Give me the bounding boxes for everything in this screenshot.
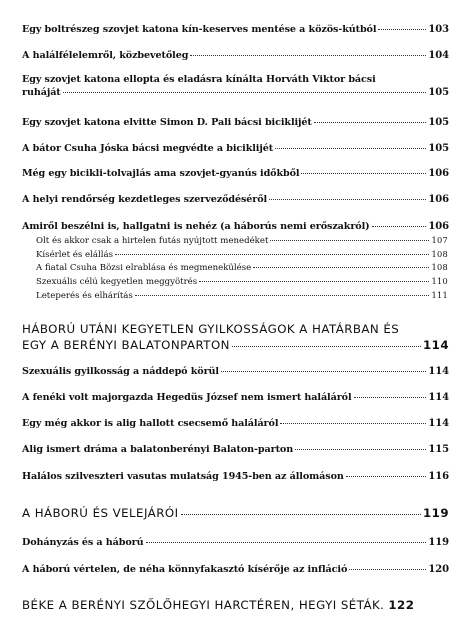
page-number: 108 bbox=[431, 249, 448, 259]
toc-subentry[interactable] bbox=[36, 276, 448, 287]
toc-entry[interactable] bbox=[22, 418, 449, 429]
page-number: 122 bbox=[388, 598, 415, 612]
toc-entry[interactable] bbox=[22, 143, 449, 154]
page-number: 114 bbox=[428, 392, 449, 403]
entry-title-line1: Egy szovjet katona ellopta és eladásra kínálta Horváth Viktor bácsi bbox=[22, 74, 376, 85]
entry-title: Még egy bicikli-tolvajlás ama szovjet-gyanús időkből bbox=[22, 168, 300, 179]
dot-leader bbox=[354, 397, 427, 398]
dot-leader bbox=[63, 92, 427, 93]
page-number: 110 bbox=[431, 276, 448, 286]
section-title: A HÁBORÚ ÉS VELEJÁRÓI bbox=[22, 506, 179, 520]
toc-entry[interactable] bbox=[22, 50, 449, 61]
dot-leader bbox=[270, 240, 429, 241]
toc-entry[interactable] bbox=[22, 117, 449, 128]
toc-entry[interactable] bbox=[22, 366, 449, 377]
entry-title: A fenéki volt majorgazda Hegedüs József nem ismert haláláról bbox=[22, 392, 352, 403]
page-number: 114 bbox=[428, 418, 449, 429]
entry-title: A halálfélelemről, közbevetőleg bbox=[22, 50, 189, 61]
dot-leader bbox=[232, 346, 421, 347]
toc-entry[interactable] bbox=[22, 74, 449, 98]
entry-title: A bátor Csuha Jóska bácsi megvédte a biciklijét bbox=[22, 143, 274, 154]
entry-title: Egy még akkor is alig hallott csecsemő haláláról bbox=[22, 418, 279, 429]
dot-leader bbox=[378, 29, 426, 30]
page-number: 103 bbox=[428, 24, 449, 35]
dot-leader bbox=[301, 173, 426, 174]
page-number: 114 bbox=[423, 338, 449, 352]
page-number: 106 bbox=[428, 168, 449, 179]
page-number: 120 bbox=[428, 564, 449, 575]
toc-section-heading[interactable] bbox=[22, 506, 449, 520]
toc-entry[interactable] bbox=[22, 221, 449, 232]
dot-leader bbox=[253, 267, 429, 268]
dot-leader bbox=[275, 148, 426, 149]
section-title-line2: EGY A BERÉNYI BALATONPARTON bbox=[22, 338, 230, 352]
page-number: 119 bbox=[428, 537, 449, 548]
dot-leader bbox=[269, 199, 426, 200]
page-number: 119 bbox=[423, 506, 449, 520]
toc-entry[interactable] bbox=[22, 194, 449, 205]
dot-leader bbox=[314, 122, 427, 123]
dot-leader bbox=[221, 371, 426, 372]
toc-section-heading[interactable] bbox=[22, 322, 449, 352]
page-number: 105 bbox=[428, 117, 449, 128]
page-number: 115 bbox=[428, 444, 449, 455]
section-title: BÉKE A BERÉNYI SZŐLŐHEGYI HARCTÉREN, HEGYI SÉTÁK. bbox=[22, 598, 385, 612]
entry-title: A fiatal Csuha Bözsi elrablása és megmenekülése bbox=[36, 263, 252, 273]
dot-leader bbox=[146, 542, 427, 543]
dot-leader bbox=[181, 514, 422, 515]
dot-leader bbox=[295, 449, 426, 450]
page-number: 105 bbox=[428, 87, 449, 98]
entry-title: Leteperés és elhárítás bbox=[36, 291, 133, 301]
toc-entry[interactable] bbox=[22, 24, 449, 35]
dot-leader bbox=[115, 254, 429, 255]
page-number: 106 bbox=[428, 221, 449, 232]
page-number: 114 bbox=[428, 366, 449, 377]
entry-title: Alig ismert dráma a balatonberényi Balaton-parton bbox=[22, 444, 294, 455]
entry-title: Dohányzás és a háború bbox=[22, 537, 144, 548]
page-number: 111 bbox=[431, 290, 448, 300]
toc-entry[interactable] bbox=[22, 537, 449, 548]
page-number: 108 bbox=[431, 262, 448, 272]
page-number: 105 bbox=[428, 143, 449, 154]
dot-leader bbox=[135, 295, 430, 296]
page-number: 104 bbox=[428, 50, 449, 61]
dot-leader bbox=[199, 281, 429, 282]
page-number: 107 bbox=[431, 235, 448, 245]
entry-title: Egy boltrészeg szovjet katona kín-keserves mentése a közös-kútból bbox=[22, 24, 377, 35]
toc-subentry[interactable] bbox=[36, 249, 448, 260]
dot-leader bbox=[349, 569, 426, 570]
entry-title: Szexuális gyilkosság a náddepó körül bbox=[22, 366, 219, 377]
entry-title: Olt és akkor csak a hirtelen futás nyújtott menedéket bbox=[36, 236, 269, 246]
toc-subentry[interactable] bbox=[36, 290, 448, 301]
entry-title: Egy szovjet katona elvitte Simon D. Pali bácsi biciklijét bbox=[22, 117, 312, 128]
entry-title: Amiről beszélni is, hallgatni is nehéz (a háborús nemi erőszakról) bbox=[22, 221, 370, 232]
section-title-line1: HÁBORÚ UTÁNI KEGYETLEN GYILKOSSÁGOK A HATÁRBAN ÉS bbox=[22, 322, 400, 336]
toc-subentry[interactable] bbox=[36, 235, 448, 246]
entry-title: Kísérlet és elállás bbox=[36, 250, 114, 260]
dot-leader bbox=[280, 423, 426, 424]
page-number: 106 bbox=[428, 194, 449, 205]
dot-leader bbox=[372, 226, 427, 227]
toc-section-heading[interactable] bbox=[22, 598, 449, 612]
entry-title: Szexuális célú kegyetlen meggyötrés bbox=[36, 277, 198, 287]
entry-title-line2: ruháját bbox=[22, 87, 61, 98]
page-number: 116 bbox=[428, 471, 449, 482]
entry-title: A háború vértelen, de néha könnyfakasztó kísérője az infláció bbox=[22, 564, 348, 575]
toc-entry[interactable] bbox=[22, 471, 449, 482]
dot-leader bbox=[190, 55, 426, 56]
toc-entry[interactable] bbox=[22, 392, 449, 403]
dot-leader bbox=[346, 476, 427, 477]
entry-title: A helyi rendőrség kezdetleges szerveződéséről bbox=[22, 194, 268, 205]
toc-subentry[interactable] bbox=[36, 262, 448, 273]
toc-entry[interactable] bbox=[22, 564, 449, 575]
entry-title: Halálos szilveszteri vasutas mulatság 1945-ben az állomáson bbox=[22, 471, 344, 482]
toc-entry[interactable] bbox=[22, 444, 449, 455]
toc-entry[interactable] bbox=[22, 168, 449, 179]
